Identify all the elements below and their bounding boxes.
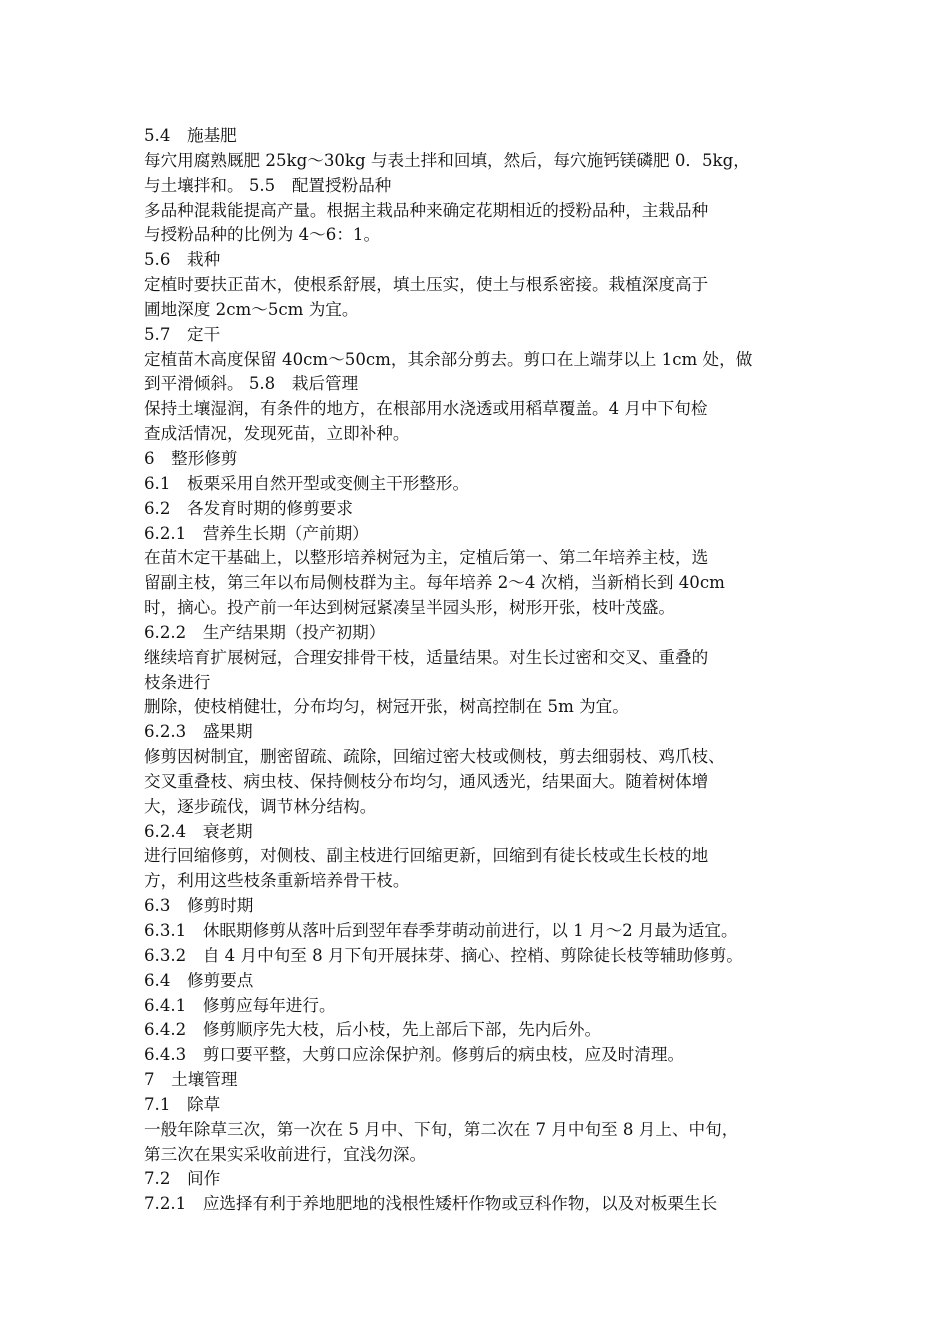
item-7-2-1: 7.2.1 应选择有利于养地肥地的浅根性矮杆作物或豆科作物，以及对板栗生长 xyxy=(144,1194,718,1214)
heading-6-2-4: 6.2.4 衰老期 xyxy=(144,821,253,841)
heading-5-4: 5.4 施基肥 xyxy=(144,126,237,145)
heading-6-2-2: 6.2.2 生产结果期（投产初期） xyxy=(144,622,386,642)
paragraph-line: 大，逐步疏伐，调节林分结构。 xyxy=(144,796,377,816)
item-6-4-1: 6.4.1 修剪应每年进行。 xyxy=(144,995,336,1015)
paragraph-line: 留副主枝，第三年以布局侧枝群为主。每年培养 2～4 次梢，当新梢长到 40cm xyxy=(144,573,725,593)
heading-7-2: 7.2 间作 xyxy=(144,1169,221,1189)
paragraph-line: 删除，使枝梢健壮，分布均匀，树冠开张，树高控制在 5m 为宜。 xyxy=(144,697,629,717)
paragraph-line: 到平滑倾斜。 5.8 栽后管理 xyxy=(144,374,359,394)
paragraph-line: 修剪因树制宜，删密留疏、疏除，回缩过密大枝或侧枝，剪去细弱枝、鸡爪枝、 xyxy=(144,747,725,767)
paragraph-line: 时，摘心。投产前一年达到树冠紧凑呈半园头形，树形开张，枝叶茂盛。 xyxy=(144,598,675,618)
item-6-3-1: 6.3.1 休眠期修剪从落叶后到翌年春季芽萌动前进行，以 1 月～2 月最为适宜。 xyxy=(144,921,738,940)
heading-5-6: 5.6 栽种 xyxy=(144,250,221,270)
item-6-4-2: 6.4.2 修剪顺序先大枝，后小枝，先上部后下部，先内后外。 xyxy=(144,1020,602,1040)
heading-6-2-1: 6.2.1 营养生长期（产前期） xyxy=(144,523,369,543)
paragraph-line: 一般年除草三次，第一次在 5 月中、下旬，第二次在 7 月中旬至 8 月上、中旬， xyxy=(144,1119,739,1139)
paragraph-line: 与授粉品种的比例为 4～6：1。 xyxy=(144,225,381,245)
heading-5-7: 5.7 定干 xyxy=(144,324,221,344)
paragraph-line: 查成活情况，发现死苗，立即补种。 xyxy=(144,424,410,444)
paragraph-line: 定植时要扶正苗木，使根系舒展，填土压实，使土与根系密接。栽植深度高于 xyxy=(144,275,709,295)
item-6-3-2: 6.3.2 自 4 月中旬至 8 月下旬开展抹芽、摘心、控梢、剪除徒长枝等辅助修剪。 xyxy=(144,945,743,965)
paragraph-line: 第三次在果实采收前进行，宜浅勿深。 xyxy=(144,1144,427,1164)
item-6-1: 6.1 板栗采用自然开型或变侧主干形整形。 xyxy=(144,473,470,493)
heading-7: 7 土壤管理 xyxy=(144,1070,238,1090)
item-6-4-3: 6.4.3 剪口要平整，大剪口应涂保护剂。修剪后的病虫枝，应及时清理。 xyxy=(144,1045,685,1065)
paragraph-line: 多品种混栽能提高产量。根据主栽品种来确定花期相近的授粉品种，主栽品种 xyxy=(144,200,709,220)
paragraph-line: 每穴用腐熟厩肥 25kg～30kg 与表土拌和回填，然后，每穴施钙镁磷肥 0．5kg， xyxy=(144,150,750,170)
paragraph-line: 交叉重叠枝、病虫枝、保持侧枝分布均匀，通风透光，结果面大。随着树体增 xyxy=(144,771,709,791)
heading-6-2-3: 6.2.3 盛果期 xyxy=(144,722,253,742)
document-body xyxy=(144,124,816,1217)
paragraph-line: 枝条进行 xyxy=(144,672,211,692)
heading-6-3: 6.3 修剪时期 xyxy=(144,896,254,916)
paragraph-line: 进行回缩修剪，对侧枝、副主枝进行回缩更新，回缩到有徒长枝或生长枝的地 xyxy=(144,846,709,866)
paragraph-line: 保持土壤湿润，有条件的地方，在根部用水浇透或用稻草覆盖。4 月中下旬检 xyxy=(144,399,708,419)
paragraph-line: 在苗木定干基础上，以整形培养树冠为主，定植后第一、第二年培养主枝，选 xyxy=(144,548,709,568)
paragraph-line: 圃地深度 2cm～5cm 为宜。 xyxy=(144,299,359,319)
paragraph-line: 定植苗木高度保留 40cm～50cm，其余部分剪去。剪口在上端芽以上 1cm 处，做 xyxy=(144,349,753,369)
paragraph-line: 与土壤拌和。 5.5 配置授粉品种 xyxy=(144,175,392,195)
heading-7-1: 7.1 除草 xyxy=(144,1094,221,1114)
heading-6: 6 整形修剪 xyxy=(144,448,238,468)
paragraph-line: 继续培育扩展树冠，合理安排骨干枝，适量结果。对生长过密和交叉、重叠的 xyxy=(144,647,709,667)
paragraph-line: 方，利用这些枝条重新培养骨干枝。 xyxy=(144,871,410,891)
heading-6-2: 6.2 各发育时期的修剪要求 xyxy=(144,498,353,518)
heading-6-4: 6.4 修剪要点 xyxy=(144,970,254,990)
